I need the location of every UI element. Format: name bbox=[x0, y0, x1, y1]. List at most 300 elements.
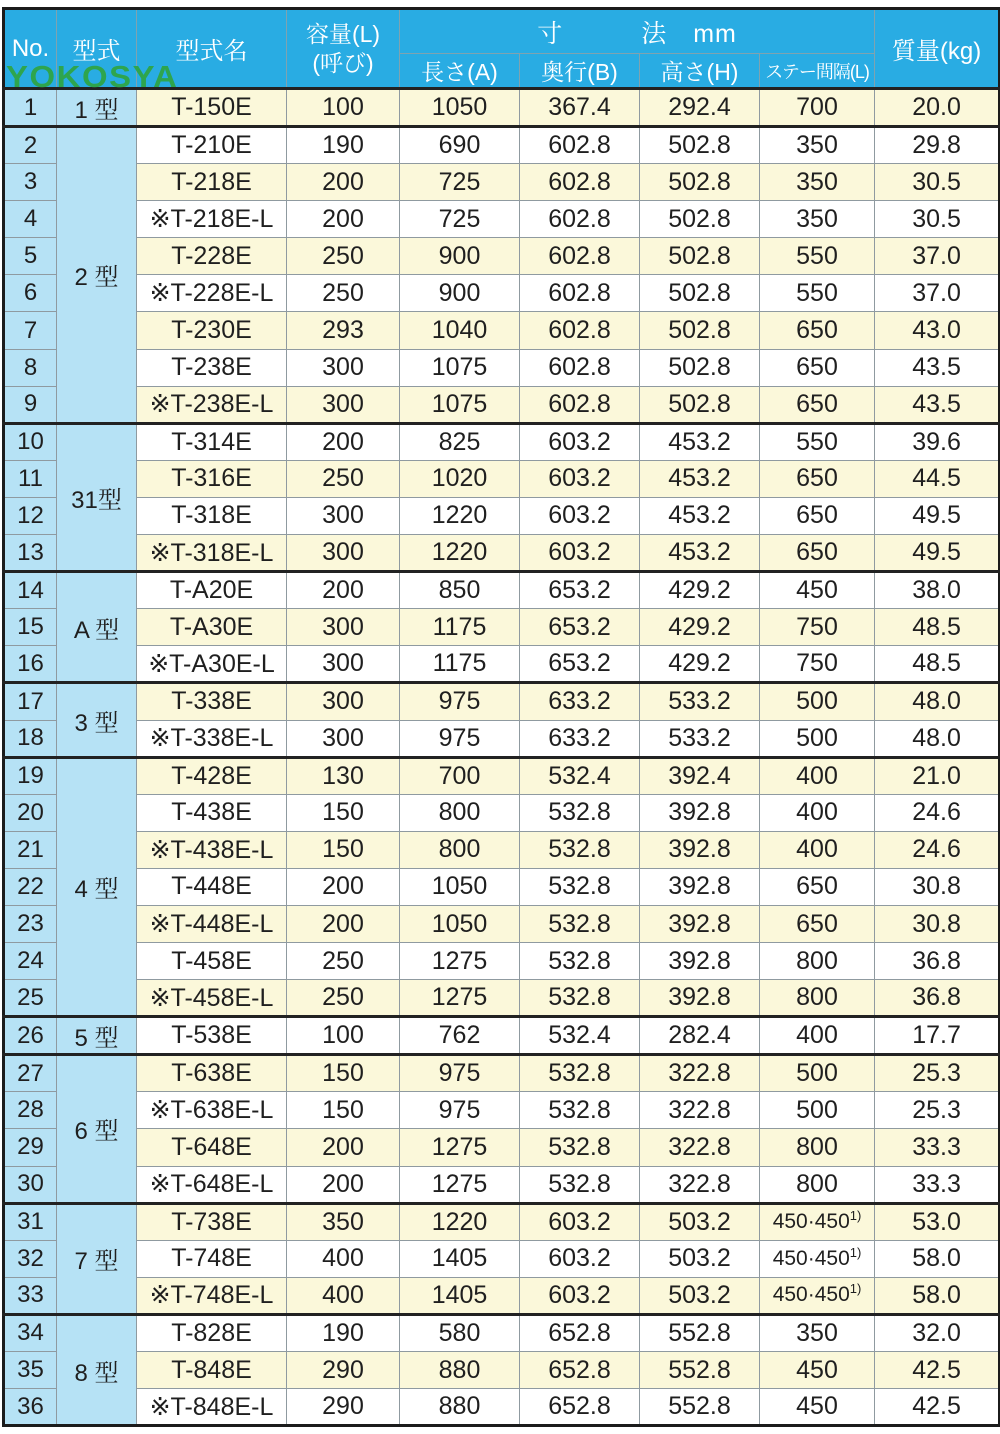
depth-cell: 532.8 bbox=[520, 868, 640, 905]
height-cell: 322.8 bbox=[640, 1129, 760, 1166]
model-name-cell: T-230E bbox=[137, 312, 287, 349]
length-cell: 1405 bbox=[400, 1240, 520, 1277]
length-cell: 975 bbox=[400, 683, 520, 720]
depth-cell: 602.8 bbox=[520, 201, 640, 238]
table-row bbox=[4, 275, 1000, 312]
length-cell: 880 bbox=[400, 1352, 520, 1389]
depth-cell: 532.8 bbox=[520, 905, 640, 942]
stay-value: 450·450 bbox=[772, 1283, 850, 1307]
model-name-cell: ※T-458E-L bbox=[137, 980, 287, 1017]
stay-value: 550 bbox=[796, 278, 838, 307]
table-row bbox=[4, 905, 1000, 942]
stay-value: 450 bbox=[796, 1392, 838, 1421]
stay-value: 700 bbox=[796, 93, 838, 121]
height-cell: 429.2 bbox=[640, 646, 760, 683]
stay-value: 650 bbox=[796, 316, 838, 345]
table-row bbox=[4, 683, 1000, 720]
capacity-cell: 200 bbox=[287, 164, 400, 201]
product-spec-table bbox=[2, 7, 1000, 1427]
depth-cell: 532.8 bbox=[520, 1166, 640, 1203]
table-body bbox=[4, 89, 1000, 1426]
row-number: 3 bbox=[4, 164, 57, 201]
row-number: 29 bbox=[4, 1129, 57, 1166]
height-cell: 502.8 bbox=[640, 312, 760, 349]
table-row bbox=[4, 572, 1000, 609]
model-type-cell: 8 型 bbox=[57, 1314, 137, 1425]
table-row bbox=[4, 1277, 1000, 1314]
capacity-cell: 300 bbox=[287, 535, 400, 572]
height-cell: 429.2 bbox=[640, 572, 760, 609]
depth-cell: 602.8 bbox=[520, 275, 640, 312]
table-row bbox=[4, 1389, 1000, 1426]
stay-value: 750 bbox=[796, 612, 838, 641]
row-number: 33 bbox=[4, 1277, 57, 1314]
capacity-cell: 200 bbox=[287, 201, 400, 238]
height-cell: 392.8 bbox=[640, 905, 760, 942]
mass-cell: 58.0 bbox=[875, 1240, 1000, 1277]
capacity-cell: 200 bbox=[287, 1166, 400, 1203]
stay-value: 800 bbox=[796, 1169, 838, 1198]
mass-cell: 58.0 bbox=[875, 1277, 1000, 1314]
depth-cell: 603.2 bbox=[520, 497, 640, 534]
mass-cell: 43.5 bbox=[875, 349, 1000, 386]
stay-cell bbox=[760, 683, 875, 720]
depth-cell: 532.8 bbox=[520, 794, 640, 831]
stay-cell bbox=[760, 572, 875, 609]
row-number: 18 bbox=[4, 720, 57, 757]
capacity-header-line2: (呼び) bbox=[312, 49, 374, 76]
capacity-cell: 200 bbox=[287, 868, 400, 905]
table-row bbox=[4, 646, 1000, 683]
capacity-cell: 250 bbox=[287, 275, 400, 312]
mass-cell: 48.0 bbox=[875, 720, 1000, 757]
mass-cell: 36.8 bbox=[875, 980, 1000, 1017]
capacity-cell: 200 bbox=[287, 572, 400, 609]
depth-cell: 653.2 bbox=[520, 646, 640, 683]
row-number: 7 bbox=[4, 312, 57, 349]
stay-cell bbox=[760, 609, 875, 646]
capacity-cell: 400 bbox=[287, 1240, 400, 1277]
capacity-cell: 400 bbox=[287, 1277, 400, 1314]
model-name-cell: T-A30E bbox=[137, 609, 287, 646]
length-cell: 1220 bbox=[400, 1203, 520, 1240]
length-cell: 850 bbox=[400, 572, 520, 609]
height-cell: 392.8 bbox=[640, 831, 760, 868]
table-row bbox=[4, 868, 1000, 905]
model-type-cell: 31型 bbox=[57, 423, 137, 571]
col-header-stay-interval: ステー間隔(L) bbox=[760, 54, 875, 89]
depth-cell: 532.8 bbox=[520, 1129, 640, 1166]
height-cell: 502.8 bbox=[640, 349, 760, 386]
row-number: 24 bbox=[4, 943, 57, 980]
depth-cell: 652.8 bbox=[520, 1314, 640, 1351]
model-name-cell: T-738E bbox=[137, 1203, 287, 1240]
length-cell: 975 bbox=[400, 1092, 520, 1129]
mass-cell: 43.0 bbox=[875, 312, 1000, 349]
capacity-cell: 300 bbox=[287, 720, 400, 757]
row-number: 21 bbox=[4, 831, 57, 868]
mass-cell: 37.0 bbox=[875, 238, 1000, 275]
row-number: 12 bbox=[4, 497, 57, 534]
stay-footnote-marker: 1) bbox=[849, 1208, 862, 1224]
length-cell: 900 bbox=[400, 238, 520, 275]
stay-cell bbox=[760, 312, 875, 349]
length-cell: 1175 bbox=[400, 609, 520, 646]
model-name-cell: T-458E bbox=[137, 943, 287, 980]
model-type-cell: 2 型 bbox=[57, 127, 137, 424]
height-cell: 453.2 bbox=[640, 535, 760, 572]
row-number: 2 bbox=[4, 127, 57, 164]
stay-cell bbox=[760, 497, 875, 534]
stay-value: 450·450 bbox=[772, 1210, 850, 1234]
height-cell: 282.4 bbox=[640, 1017, 760, 1055]
depth-cell: 633.2 bbox=[520, 720, 640, 757]
row-number: 4 bbox=[4, 201, 57, 238]
mass-cell: 38.0 bbox=[875, 572, 1000, 609]
table-row bbox=[4, 1055, 1000, 1092]
stay-cell bbox=[760, 831, 875, 868]
depth-cell: 532.4 bbox=[520, 757, 640, 794]
stay-cell bbox=[760, 89, 875, 127]
model-name-cell: T-218E bbox=[137, 164, 287, 201]
row-number: 31 bbox=[4, 1203, 57, 1240]
depth-cell: 633.2 bbox=[520, 683, 640, 720]
height-cell: 502.8 bbox=[640, 238, 760, 275]
table-row bbox=[4, 757, 1000, 794]
row-number: 30 bbox=[4, 1166, 57, 1203]
height-cell: 453.2 bbox=[640, 497, 760, 534]
length-cell: 1020 bbox=[400, 460, 520, 497]
table-row bbox=[4, 1017, 1000, 1055]
stay-value: 500 bbox=[796, 1095, 838, 1124]
length-cell: 762 bbox=[400, 1017, 520, 1055]
capacity-cell: 250 bbox=[287, 238, 400, 275]
col-header-model-type: 型式 bbox=[57, 9, 137, 89]
stay-value: 800 bbox=[796, 946, 838, 975]
height-cell: 502.8 bbox=[640, 201, 760, 238]
table-row bbox=[4, 535, 1000, 572]
height-cell: 322.8 bbox=[640, 1055, 760, 1092]
height-cell: 503.2 bbox=[640, 1203, 760, 1240]
mass-cell: 29.8 bbox=[875, 127, 1000, 164]
length-cell: 725 bbox=[400, 164, 520, 201]
stay-cell bbox=[760, 1314, 875, 1351]
capacity-cell: 150 bbox=[287, 831, 400, 868]
capacity-cell: 300 bbox=[287, 646, 400, 683]
row-number: 35 bbox=[4, 1352, 57, 1389]
capacity-cell: 130 bbox=[287, 757, 400, 794]
mass-cell: 53.0 bbox=[875, 1203, 1000, 1240]
stay-value: 500 bbox=[796, 1059, 838, 1088]
model-type-cell: 4 型 bbox=[57, 757, 137, 1017]
depth-cell: 603.2 bbox=[520, 1277, 640, 1314]
stay-cell bbox=[760, 943, 875, 980]
model-name-cell: T-848E bbox=[137, 1352, 287, 1389]
height-cell: 429.2 bbox=[640, 609, 760, 646]
length-cell: 800 bbox=[400, 794, 520, 831]
capacity-cell: 290 bbox=[287, 1389, 400, 1426]
depth-cell: 603.2 bbox=[520, 1240, 640, 1277]
model-type-cell: 1 型 bbox=[57, 89, 137, 127]
table-row bbox=[4, 127, 1000, 164]
depth-cell: 367.4 bbox=[520, 89, 640, 127]
length-cell: 975 bbox=[400, 720, 520, 757]
model-name-cell: T-448E bbox=[137, 868, 287, 905]
capacity-cell: 250 bbox=[287, 980, 400, 1017]
capacity-cell: 300 bbox=[287, 349, 400, 386]
depth-cell: 652.8 bbox=[520, 1352, 640, 1389]
stay-value: 650 bbox=[796, 538, 838, 567]
capacity-cell: 200 bbox=[287, 423, 400, 460]
stay-cell bbox=[760, 386, 875, 423]
depth-cell: 532.4 bbox=[520, 1017, 640, 1055]
table-row bbox=[4, 1240, 1000, 1277]
mass-cell: 30.5 bbox=[875, 164, 1000, 201]
col-header-length: 長さ(A) bbox=[400, 54, 520, 89]
depth-cell: 652.8 bbox=[520, 1389, 640, 1426]
table-row bbox=[4, 943, 1000, 980]
model-name-cell: ※T-A30E-L bbox=[137, 646, 287, 683]
mass-cell: 33.3 bbox=[875, 1166, 1000, 1203]
stay-value: 650 bbox=[796, 464, 838, 493]
stay-cell bbox=[760, 646, 875, 683]
capacity-cell: 200 bbox=[287, 905, 400, 942]
depth-cell: 603.2 bbox=[520, 423, 640, 460]
row-number: 25 bbox=[4, 980, 57, 1017]
height-cell: 453.2 bbox=[640, 460, 760, 497]
model-name-cell: T-638E bbox=[137, 1055, 287, 1092]
col-header-no: No. bbox=[4, 9, 57, 89]
mass-cell: 42.5 bbox=[875, 1389, 1000, 1426]
col-header-mass: 質量(kg) bbox=[875, 9, 1000, 89]
height-cell: 392.8 bbox=[640, 980, 760, 1017]
model-name-cell: T-228E bbox=[137, 238, 287, 275]
length-cell: 1050 bbox=[400, 905, 520, 942]
model-name-cell: T-238E bbox=[137, 349, 287, 386]
row-number: 14 bbox=[4, 572, 57, 609]
stay-value: 650 bbox=[796, 872, 838, 901]
mass-cell: 37.0 bbox=[875, 275, 1000, 312]
height-cell: 322.8 bbox=[640, 1092, 760, 1129]
height-cell: 552.8 bbox=[640, 1352, 760, 1389]
mass-cell: 20.0 bbox=[875, 89, 1000, 127]
length-cell: 880 bbox=[400, 1389, 520, 1426]
row-number: 32 bbox=[4, 1240, 57, 1277]
capacity-header-line1: 容量(L) bbox=[305, 20, 381, 47]
row-number: 27 bbox=[4, 1055, 57, 1092]
length-cell: 725 bbox=[400, 201, 520, 238]
capacity-cell: 290 bbox=[287, 1352, 400, 1389]
stay-cell bbox=[760, 1166, 875, 1203]
row-number: 5 bbox=[4, 238, 57, 275]
col-header-dimensions: 寸 法 mm bbox=[400, 9, 875, 54]
model-name-cell: ※T-218E-L bbox=[137, 201, 287, 238]
capacity-cell: 300 bbox=[287, 497, 400, 534]
length-cell: 690 bbox=[400, 127, 520, 164]
model-name-cell: ※T-748E-L bbox=[137, 1277, 287, 1314]
height-cell: 392.8 bbox=[640, 868, 760, 905]
stay-value: 650 bbox=[796, 389, 838, 418]
stay-value: 650 bbox=[796, 501, 838, 530]
stay-cell bbox=[760, 1203, 875, 1240]
capacity-cell: 300 bbox=[287, 683, 400, 720]
model-name-cell: T-438E bbox=[137, 794, 287, 831]
row-number: 9 bbox=[4, 386, 57, 423]
model-name-cell: ※T-318E-L bbox=[137, 535, 287, 572]
stay-cell bbox=[760, 460, 875, 497]
length-cell: 800 bbox=[400, 831, 520, 868]
stay-value: 650 bbox=[796, 353, 838, 382]
model-name-cell: T-314E bbox=[137, 423, 287, 460]
yokosya-watermark: YOKOSYA bbox=[6, 59, 179, 94]
stay-value: 450 bbox=[796, 1355, 838, 1384]
model-name-cell: T-318E bbox=[137, 497, 287, 534]
depth-cell: 532.8 bbox=[520, 943, 640, 980]
table-row bbox=[4, 1129, 1000, 1166]
capacity-cell: 300 bbox=[287, 386, 400, 423]
stay-footnote-marker: 1) bbox=[849, 1244, 862, 1260]
model-name-cell: ※T-238E-L bbox=[137, 386, 287, 423]
depth-cell: 602.8 bbox=[520, 164, 640, 201]
height-cell: 503.2 bbox=[640, 1277, 760, 1314]
table-row bbox=[4, 386, 1000, 423]
row-number: 20 bbox=[4, 794, 57, 831]
model-name-cell: T-338E bbox=[137, 683, 287, 720]
stay-value: 500 bbox=[796, 723, 838, 752]
stay-value: 500 bbox=[796, 687, 838, 716]
height-cell: 322.8 bbox=[640, 1166, 760, 1203]
row-number: 1 bbox=[4, 89, 57, 127]
stay-value: 350 bbox=[796, 1318, 838, 1347]
depth-cell: 602.8 bbox=[520, 238, 640, 275]
mass-cell: 36.8 bbox=[875, 943, 1000, 980]
model-name-cell: T-428E bbox=[137, 757, 287, 794]
depth-cell: 532.8 bbox=[520, 831, 640, 868]
row-number: 6 bbox=[4, 275, 57, 312]
stay-value: 450 bbox=[796, 576, 838, 605]
capacity-cell: 100 bbox=[287, 1017, 400, 1055]
stay-cell bbox=[760, 720, 875, 757]
stay-cell bbox=[760, 757, 875, 794]
row-number: 23 bbox=[4, 905, 57, 942]
capacity-cell: 300 bbox=[287, 609, 400, 646]
row-number: 17 bbox=[4, 683, 57, 720]
row-number: 34 bbox=[4, 1314, 57, 1351]
stay-value: 450·450 bbox=[772, 1246, 850, 1270]
height-cell: 533.2 bbox=[640, 720, 760, 757]
height-cell: 292.4 bbox=[640, 89, 760, 127]
stay-value: 550 bbox=[796, 427, 838, 456]
mass-cell: 24.6 bbox=[875, 794, 1000, 831]
depth-cell: 603.2 bbox=[520, 535, 640, 572]
capacity-cell: 200 bbox=[287, 1129, 400, 1166]
row-number: 26 bbox=[4, 1017, 57, 1055]
col-header-model-name: 型式名 bbox=[137, 9, 287, 89]
mass-cell: 24.6 bbox=[875, 831, 1000, 868]
stay-value: 650 bbox=[796, 909, 838, 938]
length-cell: 1220 bbox=[400, 497, 520, 534]
mass-cell: 39.6 bbox=[875, 423, 1000, 460]
height-cell: 533.2 bbox=[640, 683, 760, 720]
col-header-capacity bbox=[287, 9, 400, 89]
model-name-cell: T-538E bbox=[137, 1017, 287, 1055]
model-name-cell: ※T-228E-L bbox=[137, 275, 287, 312]
row-number: 10 bbox=[4, 423, 57, 460]
mass-cell: 49.5 bbox=[875, 497, 1000, 534]
capacity-cell: 150 bbox=[287, 1092, 400, 1129]
capacity-cell: 350 bbox=[287, 1203, 400, 1240]
length-cell: 580 bbox=[400, 1314, 520, 1351]
length-cell: 1275 bbox=[400, 980, 520, 1017]
model-type-cell: A 型 bbox=[57, 572, 137, 683]
stay-value: 350 bbox=[796, 131, 838, 160]
stay-cell bbox=[760, 794, 875, 831]
stay-cell bbox=[760, 1055, 875, 1092]
mass-cell: 42.5 bbox=[875, 1352, 1000, 1389]
row-number: 15 bbox=[4, 609, 57, 646]
mass-cell: 48.5 bbox=[875, 609, 1000, 646]
mass-cell: 30.8 bbox=[875, 905, 1000, 942]
length-cell: 1075 bbox=[400, 349, 520, 386]
model-name-cell: T-316E bbox=[137, 460, 287, 497]
height-cell: 453.2 bbox=[640, 423, 760, 460]
capacity-cell: 100 bbox=[287, 89, 400, 127]
stay-value: 400 bbox=[796, 835, 838, 864]
model-name-cell: ※T-648E-L bbox=[137, 1166, 287, 1203]
stay-cell bbox=[760, 1389, 875, 1426]
stay-cell bbox=[760, 1092, 875, 1129]
model-type-cell: 7 型 bbox=[57, 1203, 137, 1314]
depth-cell: 653.2 bbox=[520, 609, 640, 646]
table-row bbox=[4, 609, 1000, 646]
height-cell: 502.8 bbox=[640, 127, 760, 164]
row-number: 8 bbox=[4, 349, 57, 386]
depth-cell: 602.8 bbox=[520, 386, 640, 423]
stay-cell bbox=[760, 1277, 875, 1314]
length-cell: 1040 bbox=[400, 312, 520, 349]
table-row bbox=[4, 497, 1000, 534]
stay-value: 800 bbox=[796, 1132, 838, 1161]
mass-cell: 21.0 bbox=[875, 757, 1000, 794]
depth-cell: 602.8 bbox=[520, 127, 640, 164]
model-name-cell: ※T-638E-L bbox=[137, 1092, 287, 1129]
mass-cell: 49.5 bbox=[875, 535, 1000, 572]
mass-cell: 25.3 bbox=[875, 1092, 1000, 1129]
model-name-cell: ※T-448E-L bbox=[137, 905, 287, 942]
table-row bbox=[4, 831, 1000, 868]
length-cell: 700 bbox=[400, 757, 520, 794]
stay-cell bbox=[760, 535, 875, 572]
height-cell: 392.4 bbox=[640, 757, 760, 794]
table-row bbox=[4, 164, 1000, 201]
model-name-cell: T-A20E bbox=[137, 572, 287, 609]
mass-cell: 30.8 bbox=[875, 868, 1000, 905]
height-cell: 502.8 bbox=[640, 386, 760, 423]
table-row bbox=[4, 1092, 1000, 1129]
capacity-cell: 150 bbox=[287, 794, 400, 831]
stay-cell bbox=[760, 238, 875, 275]
stay-cell bbox=[760, 868, 875, 905]
mass-cell: 32.0 bbox=[875, 1314, 1000, 1351]
mass-cell: 17.7 bbox=[875, 1017, 1000, 1055]
stay-value: 350 bbox=[796, 167, 838, 196]
model-type-cell: 5 型 bbox=[57, 1017, 137, 1055]
table-row bbox=[4, 312, 1000, 349]
stay-cell bbox=[760, 980, 875, 1017]
length-cell: 1220 bbox=[400, 535, 520, 572]
capacity-cell: 293 bbox=[287, 312, 400, 349]
model-name-cell: T-648E bbox=[137, 1129, 287, 1166]
